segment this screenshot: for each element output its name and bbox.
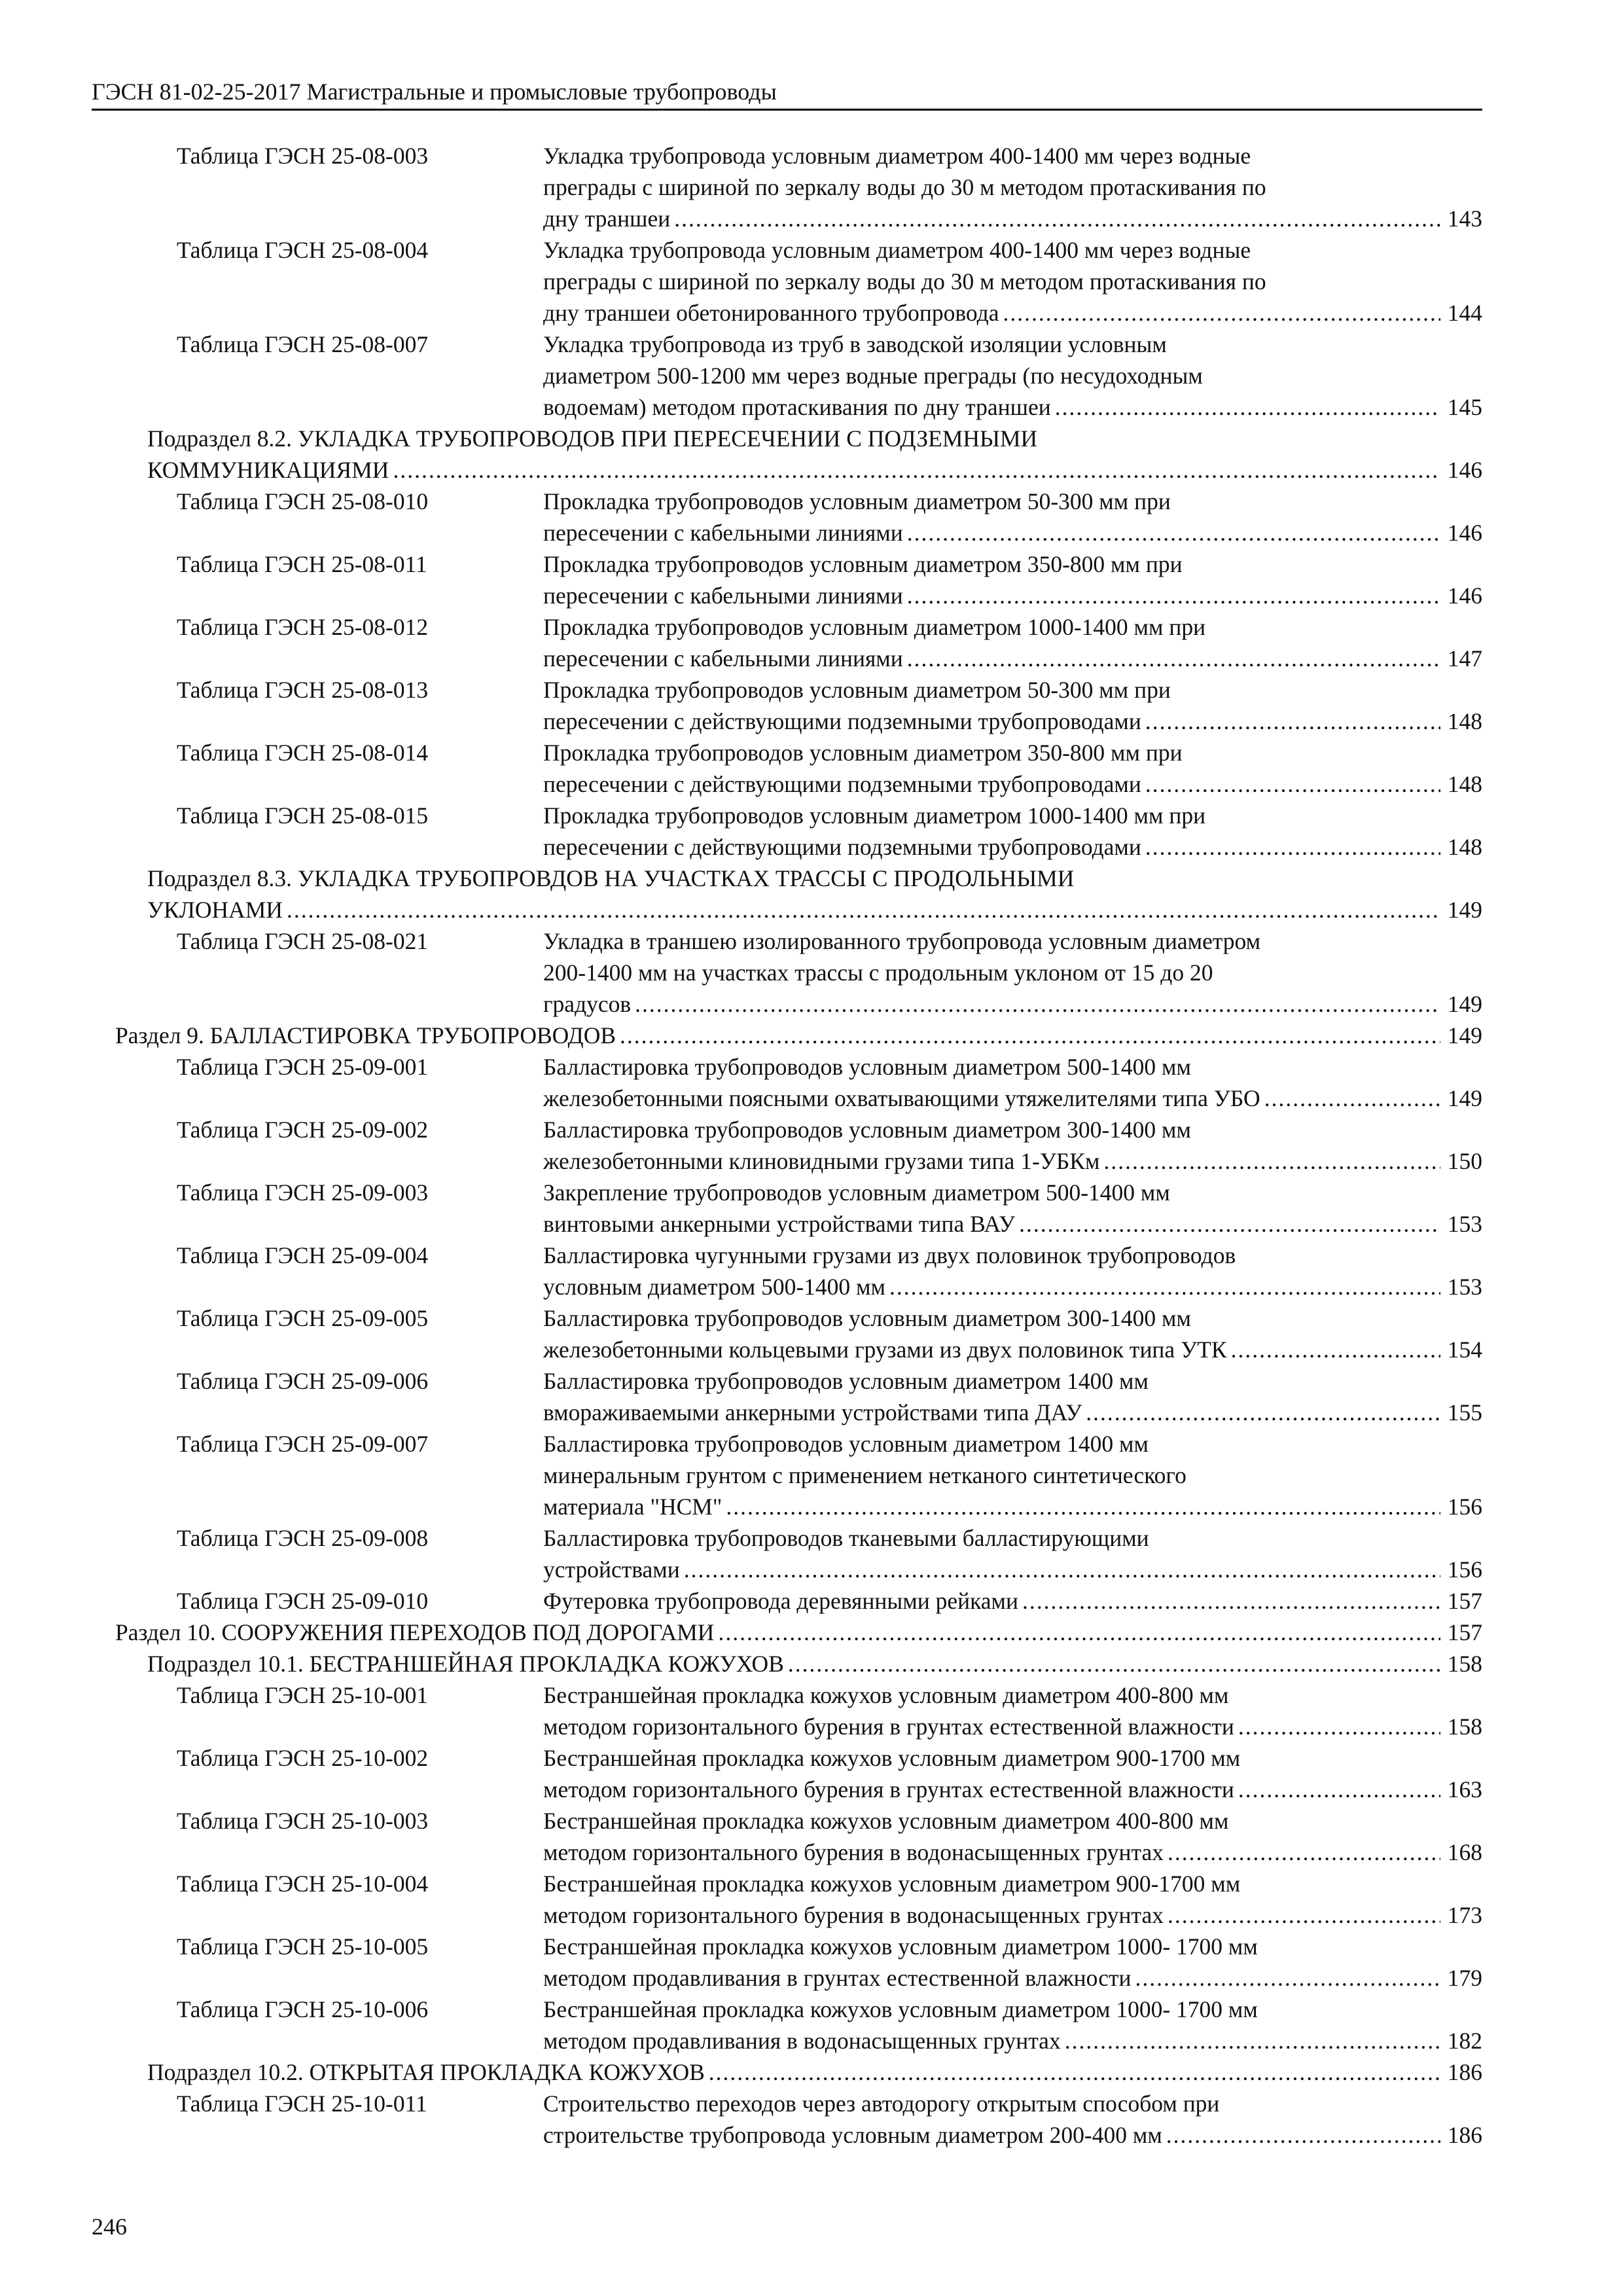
toc-entry-page: 156 [1447, 1556, 1482, 1583]
toc-entry-title-line: Раздел 10. СООРУЖЕНИЯ ПЕРЕХОДОВ ПОД ДОРОГАМИ [115, 1619, 715, 1645]
toc-entry[interactable] [92, 548, 1482, 611]
dot-leader [1238, 1774, 1440, 1805]
toc-entry-label: Таблица ГЭСН 25-08-003 [177, 143, 429, 169]
dot-leader [1003, 297, 1440, 329]
toc-entry-title-line: Бестраншейная прокладка кожухов условным диаметром 1000- 1700 мм [543, 1996, 1258, 2022]
toc-entry-page: 157 [1447, 1588, 1482, 1614]
dot-leader [287, 894, 1440, 925]
toc-entry-label: Таблица ГЭСН 25-10-002 [177, 1745, 429, 1771]
toc-entry-page: 146 [1447, 583, 1482, 609]
dot-leader [1019, 1208, 1440, 1240]
toc-entry-title-line: строительстве трубопровода условным диаметром 200-400 мм [543, 2122, 1162, 2148]
toc-entry-label: Таблица ГЭСН 25-09-006 [177, 1368, 429, 1394]
toc-entry-page: 144 [1447, 300, 1482, 326]
toc-entry-title-line: дну траншеи обетонированного трубопровода [543, 300, 999, 326]
dot-leader [393, 454, 1440, 486]
toc-entry-page: 163 [1447, 1776, 1482, 1803]
toc-entry[interactable] [92, 1051, 1482, 1114]
dot-leader [1086, 1397, 1440, 1428]
toc-entry[interactable] [92, 2088, 1482, 2151]
dot-leader [1145, 706, 1440, 737]
toc-entry-title-line: Прокладка трубопроводов условным диаметром 1000-1400 мм при [543, 614, 1206, 640]
dot-leader [726, 1491, 1440, 1522]
toc-entry-title-line: Бестраншейная прокладка кожухов условным диаметром 400-800 мм [543, 1682, 1229, 1708]
toc-entry-title [543, 1428, 1482, 1522]
toc-entry-title [115, 1617, 1482, 1648]
toc-entry[interactable] [92, 737, 1482, 800]
toc-entry[interactable] [92, 1994, 1482, 2056]
toc-entry-title [543, 1365, 1482, 1428]
toc-entry-title [543, 234, 1482, 329]
toc-entry[interactable] [92, 674, 1482, 737]
toc-entry-page: 148 [1447, 708, 1482, 734]
toc-entry-label: Таблица ГЭСН 25-10-003 [177, 1808, 429, 1834]
toc-entry-title-line: Подраздел 8.3. УКЛАДКА ТРУБОПРОВДОВ НА УЧАСТКАХ ТРАССЫ С ПРОДОЛЬНЫМИ [147, 865, 1075, 891]
toc-entry-page: 146 [1447, 457, 1482, 483]
toc-entry-title [147, 423, 1482, 486]
toc-entry-title-line: Закрепление трубопроводов условным диаметром 500-1400 мм [543, 1179, 1170, 1206]
dot-leader [684, 1554, 1440, 1585]
dot-leader [1022, 1585, 1440, 1617]
toc-entry-page: 158 [1447, 1713, 1482, 1740]
toc-entry-title-line: 200-1400 мм на участках трассы с продольным уклоном от 15 до 20 [543, 960, 1213, 986]
toc-entry-title-line: методом продавливания в грунтах естественной влажности [543, 1965, 1132, 1991]
toc-entry-title-line: преграды с шириной по зеркалу воды до 30 м методом протаскивания по [543, 174, 1266, 200]
toc-entry-label: Таблица ГЭСН 25-10-001 [177, 1682, 429, 1708]
toc-entry-page: 143 [1447, 206, 1482, 232]
toc-entry-page: 153 [1447, 1211, 1482, 1237]
toc-entry-title-line: Прокладка трубопроводов условным диаметром 350-800 мм при [543, 551, 1183, 577]
dot-leader [1145, 768, 1440, 800]
toc-entry-title-line: материала "НСМ" [543, 1494, 722, 1520]
toc-entry-page: 153 [1447, 1274, 1482, 1300]
toc-entry-page: 158 [1447, 1651, 1482, 1677]
toc-entry-title [543, 1302, 1482, 1365]
toc-entry[interactable] [92, 423, 1482, 486]
toc-entry-label: Таблица ГЭСН 25-08-021 [177, 928, 429, 954]
toc-entry-page: 186 [1447, 2122, 1482, 2148]
dot-leader [620, 1020, 1440, 1051]
toc-entry-title [543, 611, 1482, 674]
dot-leader [1231, 1334, 1440, 1365]
toc-entry-title-line: Бестраншейная прокладка кожухов условным диаметром 900-1700 мм [543, 1745, 1241, 1771]
toc-entry-title [543, 1240, 1482, 1302]
toc-entry-title-line: методом продавливания в водонасыщенных грунтах [543, 2028, 1061, 2054]
toc-entry-title-line: Балластировка трубопроводов условным диаметром 1400 мм [543, 1431, 1149, 1457]
toc-entry-title [543, 1994, 1482, 2056]
toc-entry-page: 149 [1447, 897, 1482, 923]
toc-entry-page: 148 [1447, 771, 1482, 797]
toc-entry-label: Таблица ГЭСН 25-09-007 [177, 1431, 429, 1457]
toc-entry-title [543, 1585, 1482, 1617]
toc-entry-title-line: винтовыми анкерными устройствами типа ВАУ [543, 1211, 1016, 1237]
dot-leader [889, 1271, 1440, 1302]
toc-entry-title [115, 1020, 1482, 1051]
toc-entry-title-line: методом горизонтального бурения в грунтах естественной влажности [543, 1713, 1234, 1740]
dot-leader [1145, 831, 1440, 863]
toc-entry-title [147, 863, 1482, 925]
toc-entry-title-line: пересечении с кабельными линиями [543, 583, 903, 609]
dot-leader [788, 1648, 1440, 1679]
toc-entry-page: 145 [1447, 394, 1482, 420]
toc-entry-title-line: Прокладка трубопроводов условным диаметром 350-800 мм при [543, 740, 1183, 766]
toc-entry-title-line: Строительство переходов через автодорогу открытым способом при [543, 2090, 1220, 2117]
toc-entry[interactable] [92, 486, 1482, 548]
toc-entry-title [543, 1051, 1482, 1114]
toc-entry-page: 147 [1447, 645, 1482, 672]
dot-leader [1168, 1899, 1440, 1931]
toc-entry-title-line: пересечении с действующими подземными трубопроводами [543, 771, 1141, 797]
toc-entry-page: 182 [1447, 2028, 1482, 2054]
toc-entry-title [543, 674, 1482, 737]
toc-entry-page: 156 [1447, 1494, 1482, 1520]
toc-entry-title [543, 1114, 1482, 1177]
toc-entry-title [543, 548, 1482, 611]
toc-entry-label: Таблица ГЭСН 25-09-003 [177, 1179, 429, 1206]
toc-entry-title-line: преграды с шириной по зеркалу воды до 30 м методом протаскивания по [543, 268, 1266, 295]
toc-entry-page: 157 [1447, 1619, 1482, 1645]
toc-entry[interactable] [92, 1805, 1482, 1868]
toc-entry-title-line: минеральным грунтом с применением нетканого синтетического [543, 1462, 1186, 1488]
toc-entry-title-line: Укладка трубопровода условным диаметром 400-1400 мм через водные [543, 143, 1251, 169]
toc-entry-title-line: Укладка трубопровода из труб в заводской изоляции условным [543, 331, 1167, 357]
toc-entry-title-line: Балластировка чугунными грузами из двух половинок трубопроводов [543, 1242, 1236, 1268]
toc-entry[interactable] [92, 1679, 1482, 1742]
page-header [92, 77, 1482, 111]
dot-leader [635, 988, 1440, 1020]
toc-entry-title-line: градусов [543, 991, 632, 1017]
toc-entry[interactable] [92, 1742, 1482, 1805]
toc-entry-label: Таблица ГЭСН 25-08-013 [177, 677, 429, 703]
toc-entry-page: 154 [1447, 1336, 1482, 1363]
dot-leader [1065, 2025, 1440, 2056]
toc-entry-page: 150 [1447, 1148, 1482, 1174]
toc-entry-title-line: Бестраншейная прокладка кожухов условным диаметром 1000- 1700 мм [543, 1933, 1258, 1960]
toc-entry[interactable] [92, 1931, 1482, 1994]
dot-leader [907, 643, 1440, 674]
toc-entry-title [543, 140, 1482, 234]
toc-entry-title-line: Балластировка трубопроводов условным диаметром 300-1400 мм [543, 1305, 1191, 1331]
toc-entry-title-line: железобетонными кольцевыми грузами из двух половинок типа УТК [543, 1336, 1227, 1363]
toc-entry[interactable] [92, 1617, 1482, 1648]
toc-entry-title [543, 486, 1482, 548]
toc-entry-title-line: Балластировка трубопроводов тканевыми балластирующими [543, 1525, 1149, 1551]
toc-entry-label: Таблица ГЭСН 25-08-015 [177, 802, 429, 829]
toc-entry-title [147, 2056, 1482, 2088]
toc-entry-title [543, 737, 1482, 800]
toc-entry-title-line: Балластировка трубопроводов условным диаметром 500-1400 мм [543, 1054, 1191, 1080]
toc-entry-title-line: КОММУНИКАЦИЯМИ [147, 457, 389, 483]
toc-entry[interactable] [92, 1302, 1482, 1365]
dot-leader [718, 1617, 1440, 1648]
dot-leader [907, 580, 1440, 611]
toc-entry[interactable] [92, 1365, 1482, 1428]
toc-entry[interactable] [92, 1868, 1482, 1931]
toc-entry-label: Таблица ГЭСН 25-08-011 [177, 551, 427, 577]
toc-entry-title [543, 925, 1482, 1020]
toc-entry-title [543, 2088, 1482, 2151]
toc-entry-title [543, 1679, 1482, 1742]
toc-entry-title-line: железобетонными поясными охватывающими утяжелителями типа УБО [543, 1085, 1260, 1111]
toc-entry[interactable] [92, 1585, 1482, 1617]
toc-entry-title [543, 1868, 1482, 1931]
toc-entry[interactable] [92, 1020, 1482, 1051]
toc-entry-title [543, 1742, 1482, 1805]
toc-entry-title-line: Бестраншейная прокладка кожухов условным диаметром 400-800 мм [543, 1808, 1229, 1834]
dot-leader [1135, 1962, 1440, 1994]
dot-leader [1055, 391, 1440, 423]
table-of-contents [92, 140, 1482, 2151]
toc-entry-label: Таблица ГЭСН 25-09-010 [177, 1588, 429, 1614]
toc-entry-title-line: условным диаметром 500-1400 мм [543, 1274, 885, 1300]
toc-entry-title-line: пересечении с кабельными линиями [543, 645, 903, 672]
toc-entry-title-line: Подраздел 8.2. УКЛАДКА ТРУБОПРОВОДОВ ПРИ ПЕРЕСЕЧЕНИИ С ПОДЗЕМНЫМИ [147, 425, 1038, 452]
toc-entry-page: 173 [1447, 1902, 1482, 1928]
toc-entry[interactable] [92, 140, 1482, 234]
toc-entry-title [543, 1931, 1482, 1994]
dot-leader [1103, 1145, 1440, 1177]
toc-entry-label: Таблица ГЭСН 25-08-014 [177, 740, 429, 766]
toc-entry-page: 179 [1447, 1965, 1482, 1991]
toc-entry-page: 149 [1447, 1022, 1482, 1049]
toc-entry[interactable] [92, 863, 1482, 925]
toc-entry[interactable] [92, 1114, 1482, 1177]
toc-entry-label: Таблица ГЭСН 25-09-001 [177, 1054, 429, 1080]
page-number: 246 [92, 2214, 127, 2240]
toc-entry-label: Таблица ГЭСН 25-10-005 [177, 1933, 429, 1960]
toc-entry-title-line: пересечении с кабельными линиями [543, 520, 903, 546]
toc-entry-title-line: устройствами [543, 1556, 680, 1583]
toc-entry-title [543, 329, 1482, 423]
toc-entry-title-line: Подраздел 10.2. ОТКРЫТАЯ ПРОКЛАДКА КОЖУХОВ [147, 2059, 705, 2085]
toc-entry-label: Таблица ГЭСН 25-09-002 [177, 1117, 429, 1143]
toc-entry[interactable] [92, 800, 1482, 863]
toc-entry-page: 168 [1447, 1839, 1482, 1865]
toc-entry-title-line: методом горизонтального бурения в водонасыщенных грунтах [543, 1839, 1164, 1865]
toc-entry-label: Таблица ГЭСН 25-08-012 [177, 614, 429, 640]
toc-entry-title [543, 800, 1482, 863]
toc-entry-title-line: УКЛОНАМИ [147, 897, 283, 923]
toc-entry[interactable] [92, 329, 1482, 423]
toc-entry-label: Таблица ГЭСН 25-09-008 [177, 1525, 429, 1551]
toc-entry-title-line: водоемам) методом протаскивания по дну траншеи [543, 394, 1051, 420]
toc-entry-title-line: методом горизонтального бурения в грунтах естественной влажности [543, 1776, 1234, 1803]
toc-entry-title-line: Бестраншейная прокладка кожухов условным диаметром 900-1700 мм [543, 1871, 1241, 1897]
toc-entry-title-line: железобетонными клиновидными грузами типа 1-УБКм [543, 1148, 1100, 1174]
toc-entry[interactable] [92, 611, 1482, 674]
toc-entry-title-line: Прокладка трубопроводов условным диаметром 50-300 мм при [543, 488, 1171, 514]
toc-entry-label: Таблица ГЭСН 25-10-011 [177, 2090, 427, 2117]
toc-entry[interactable] [92, 1648, 1482, 1679]
toc-entry-label: Таблица ГЭСН 25-10-004 [177, 1871, 429, 1897]
toc-entry-label: Таблица ГЭСН 25-08-004 [177, 237, 429, 263]
toc-entry-title-line: Укладка трубопровода условным диаметром 400-1400 мм через водные [543, 237, 1251, 263]
toc-entry-title-line: вмораживаемыми анкерными устройствами типа ДАУ [543, 1399, 1082, 1426]
toc-entry[interactable] [92, 925, 1482, 1020]
toc-entry-label: Таблица ГЭСН 25-08-010 [177, 488, 429, 514]
toc-entry-page: 186 [1447, 2059, 1482, 2085]
dot-leader [1166, 2119, 1440, 2151]
toc-entry-title [543, 1805, 1482, 1868]
toc-entry[interactable] [92, 1240, 1482, 1302]
toc-entry-page: 146 [1447, 520, 1482, 546]
dot-leader [1238, 1711, 1440, 1742]
toc-entry-title-line: Прокладка трубопроводов условным диаметром 1000-1400 мм при [543, 802, 1206, 829]
dot-leader [1264, 1083, 1440, 1114]
header-title: ГЭСН 81-02-25-2017 Магистральные и промысловые трубопроводы [92, 79, 777, 105]
toc-entry-title-line: Подраздел 10.1. БЕСТРАНШЕЙНАЯ ПРОКЛАДКА КОЖУХОВ [147, 1651, 784, 1677]
toc-entry[interactable] [92, 234, 1482, 329]
toc-entry-title-line: Раздел 9. БАЛЛАСТИРОВКА ТРУБОПРОВОДОВ [115, 1022, 616, 1049]
toc-entry-page: 149 [1447, 1085, 1482, 1111]
toc-entry-label: Таблица ГЭСН 25-10-006 [177, 1996, 429, 2022]
toc-entry-page: 149 [1447, 991, 1482, 1017]
toc-entry[interactable] [92, 1522, 1482, 1585]
toc-entry-title [543, 1177, 1482, 1240]
toc-entry-title [147, 1648, 1482, 1679]
toc-entry[interactable] [92, 2056, 1482, 2088]
dot-leader [1168, 1837, 1440, 1868]
dot-leader [907, 517, 1440, 548]
toc-entry[interactable] [92, 1177, 1482, 1240]
toc-entry-title [543, 1522, 1482, 1585]
toc-entry-label: Таблица ГЭСН 25-09-005 [177, 1305, 429, 1331]
toc-entry-title-line: диаметром 500-1200 мм через водные преграды (по несудоходным [543, 363, 1203, 389]
dot-leader [709, 2056, 1440, 2088]
toc-entry-title-line: Балластировка трубопроводов условным диаметром 300-1400 мм [543, 1117, 1191, 1143]
toc-entry-title-line: дну траншеи [543, 206, 671, 232]
toc-entry-title-line: методом горизонтального бурения в водонасыщенных грунтах [543, 1902, 1164, 1928]
toc-entry-page: 148 [1447, 834, 1482, 860]
dot-leader [674, 203, 1440, 234]
toc-entry-title-line: пересечении с действующими подземными трубопроводами [543, 834, 1141, 860]
toc-entry-title-line: Футеровка трубопровода деревянными рейками [543, 1588, 1018, 1614]
toc-entry[interactable] [92, 1428, 1482, 1522]
toc-entry-title-line: пересечении с действующими подземными трубопроводами [543, 708, 1141, 734]
toc-entry-title-line: Прокладка трубопроводов условным диаметром 50-300 мм при [543, 677, 1171, 703]
toc-entry-label: Таблица ГЭСН 25-09-004 [177, 1242, 429, 1268]
toc-entry-page: 155 [1447, 1399, 1482, 1426]
toc-entry-title-line: Балластировка трубопроводов условным диаметром 1400 мм [543, 1368, 1149, 1394]
toc-entry-label: Таблица ГЭСН 25-08-007 [177, 331, 429, 357]
toc-entry-title-line: Укладка в траншею изолированного трубопровода условным диаметром [543, 928, 1261, 954]
